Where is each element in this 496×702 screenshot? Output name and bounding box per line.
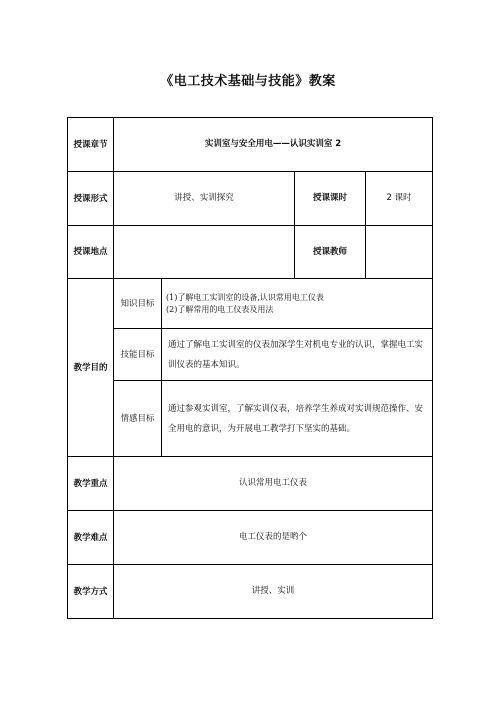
row-key-point [68, 457, 433, 511]
row-method [68, 565, 433, 619]
skill-text: 通过了解电工实训室的仪表加深学生对机电专业的认识，掌握电工实训仪表的基本知识。 [162, 329, 433, 381]
row-difficulty [68, 511, 433, 565]
location-label: 授课地点 [68, 226, 114, 279]
skill-label: 技能目标 [114, 329, 162, 381]
list-item: (2)了解常用的电工仪表及用法 [166, 304, 274, 314]
emotion-label: 情感目标 [114, 381, 162, 457]
knowledge-items [162, 279, 433, 329]
hours-value: 2 课时 [366, 172, 433, 226]
key-point-label: 教学重点 [68, 457, 114, 511]
list-item: (1)了解电工实训室的设备,认识常用电工仪表 [166, 292, 324, 302]
hours-label: 授课课时 [295, 172, 366, 226]
goals-label: 教学目的 [68, 279, 114, 457]
row-goal-skill [68, 329, 433, 381]
teacher-label: 授课教师 [295, 226, 366, 279]
method-label: 教学方式 [68, 565, 114, 619]
method-value: 讲授、实训 [114, 565, 433, 619]
row-format [68, 172, 433, 226]
difficulty-value: 电工仪表的是哟个 [114, 511, 433, 565]
format-value: 讲授、实训探究 [114, 172, 295, 226]
teacher-value [366, 226, 433, 279]
knowledge-label: 知识目标 [114, 279, 162, 329]
row-goal-emotion [68, 381, 433, 457]
row-chapter [68, 118, 433, 172]
chapter-label: 授课章节 [68, 118, 114, 172]
document-title: 《电工技术基础与技能》教案 [160, 74, 336, 89]
key-point-value: 认识常用电工仪表 [114, 457, 433, 511]
row-goal-knowledge [68, 279, 433, 329]
emotion-text: 通过参观实训室，了解实训仪表，培养学生养成对实训规范操作、安全用电的意识，为开展电工教学打下坚实的基础。 [162, 381, 433, 457]
chapter-value: 实训室与安全用电——认识实训室 2 [114, 118, 433, 172]
lesson-plan-table [67, 117, 433, 619]
format-label: 授课形式 [68, 172, 114, 226]
row-location [68, 226, 433, 279]
location-value [114, 226, 295, 279]
difficulty-label: 教学难点 [68, 511, 114, 565]
